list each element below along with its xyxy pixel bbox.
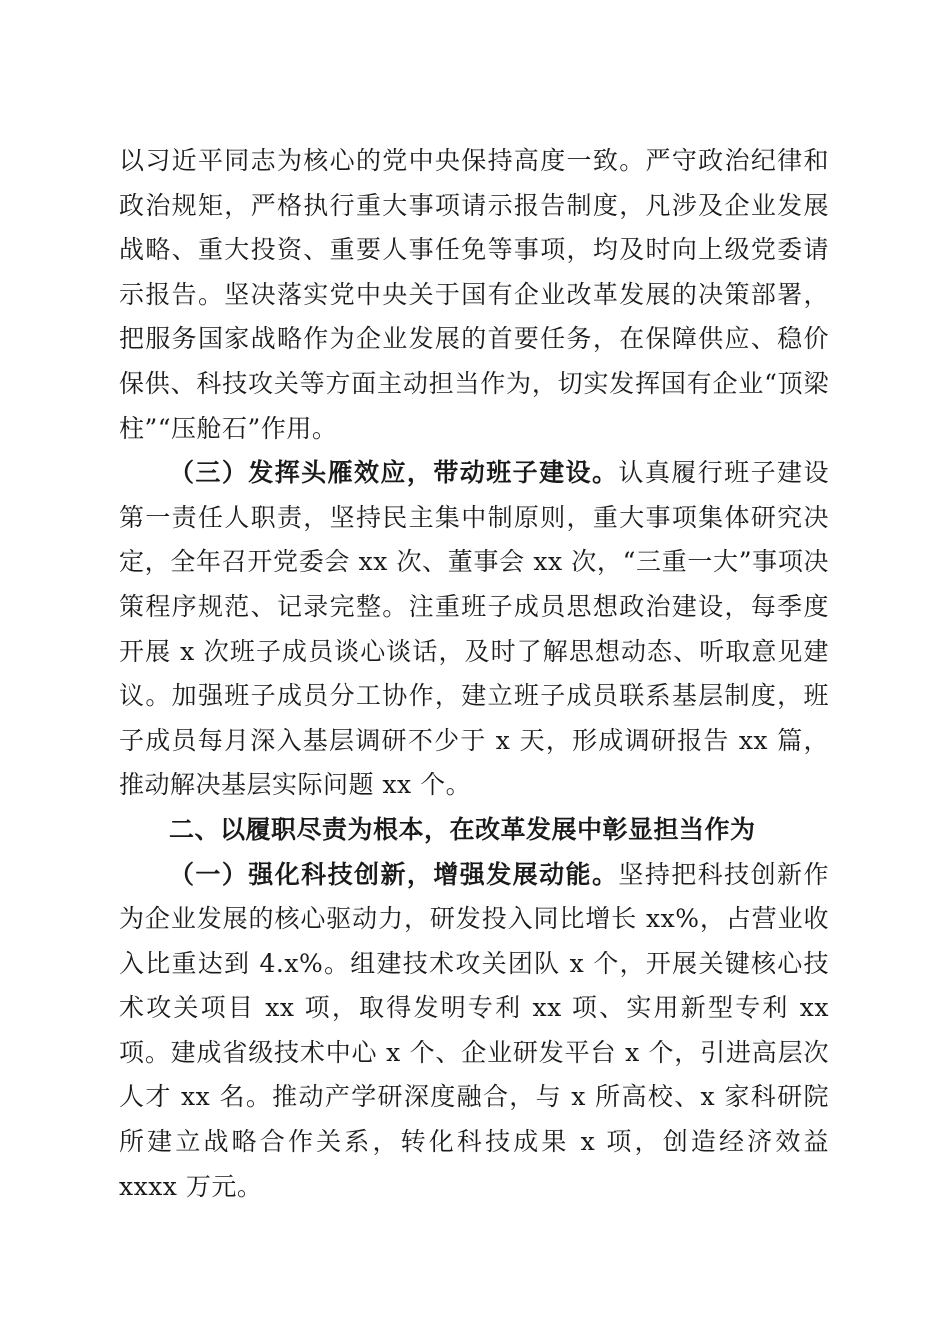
section-heading: 二、以履职尽责为根本，在改革发展中彰显担当作为 bbox=[169, 814, 756, 844]
paragraph-lead: （三）发挥头雁效应，带动班子建设。 bbox=[169, 458, 619, 488]
paragraph-tech-innovation bbox=[119, 853, 838, 1210]
paragraph-team-building bbox=[119, 451, 829, 808]
paragraph-text: 坚持把科技创新作为企业发展的核心驱动力，研发投入同比增长 xx%，占营业收入比重达到 4.x%。组建技术攻关团队 x 个，开展关键核心技术攻关项目 xx 项，取得发明专利 xx 项、实用新型专利 xx 项。建成省级技术中心 x 个、企业研发平台 x 个，引进高层次人才 xx 名。推动产学研深度融合，与 x 所高校、x 家科研院所建立战略合作关系，转化科技成果 x 项，创造经济效益 xxxx 万元。 bbox=[119, 859, 838, 1201]
paragraph-text: 以习近平同志为核心的党中央保持高度一致。严守政治纪律和政治规矩，严格执行重大事项请示报告制度，凡涉及企业发展战略、重大投资、重要人事任免等事项，均及时向上级党委请示报告。坚决落实党中央关于国有企业改革发展的决策部署，把服务国家战略作为企业发展的首要任务，在保障供应、稳价保供、科技攻关等方面主动担当作为，切实发挥国有企业“顶梁柱”“压舱石”作用。 bbox=[119, 146, 829, 443]
paragraph-lead: （一）强化科技创新，增强发展动能。 bbox=[169, 859, 619, 889]
paragraph-text: 认真履行班子建设第一责任人职责，坚持民主集中制原则，重大事项集体研究决定，全年召开党委会 xx 次、董事会 xx 次，“三重一大”事项决策程序规范、记录完整。注重班子成员思想政治建设，每季度开展 x 次班子成员谈心谈话，及时了解思想动态、听取意见建议。加强班子成员分工协作，建立班子成员联系基层制度，班子成员每月深入基层调研不少于 x 天，形成调研报告 xx 篇，推动解决基层实际问题 xx 个。 bbox=[119, 458, 829, 800]
paragraph-party-loyalty bbox=[119, 139, 829, 451]
document-page bbox=[119, 139, 838, 1209]
